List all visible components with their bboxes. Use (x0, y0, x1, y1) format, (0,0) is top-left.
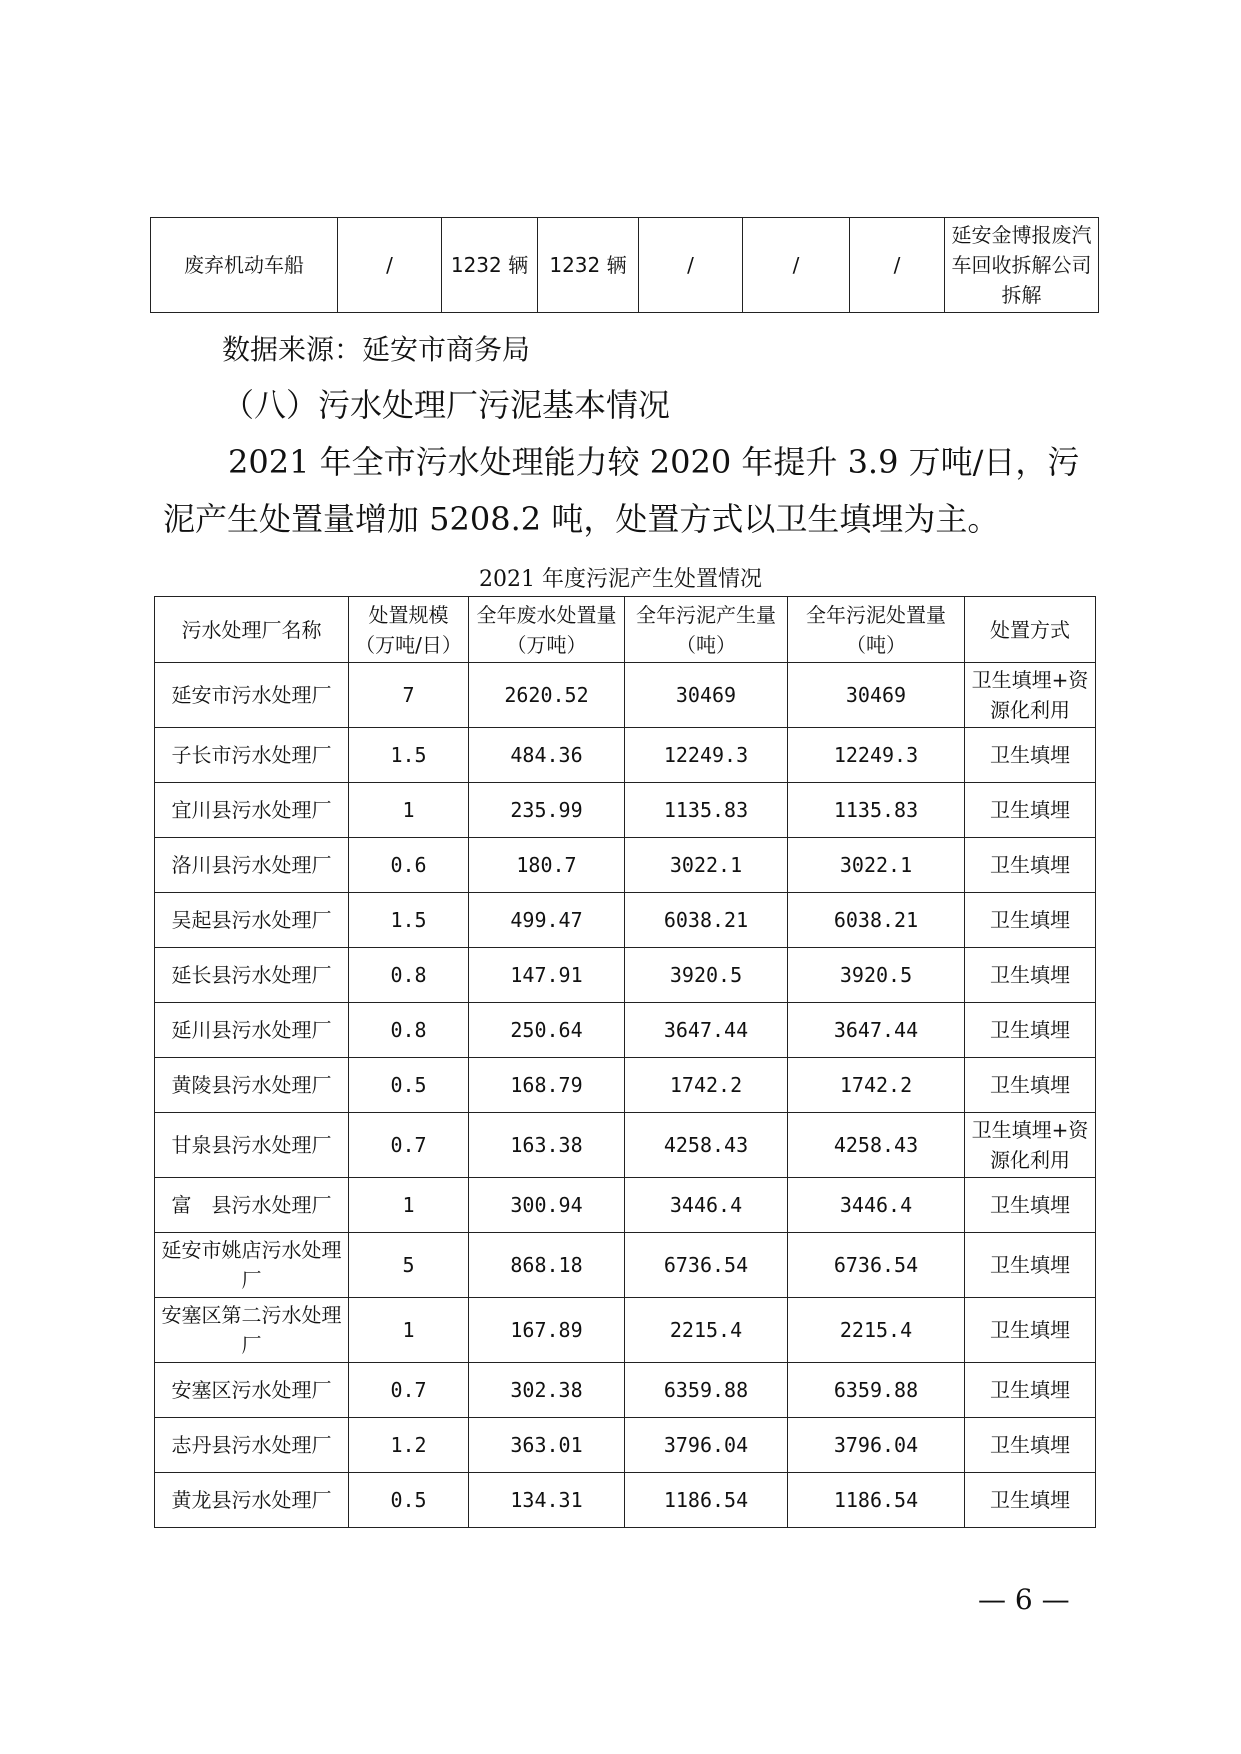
table-cell: 3446.4 (625, 1178, 788, 1233)
table-cell: 0.8 (349, 1003, 469, 1058)
table-cell: / (743, 218, 850, 313)
table-cell: 363.01 (469, 1418, 625, 1473)
table-cell: 3796.04 (625, 1418, 788, 1473)
table-cell: 30469 (788, 663, 965, 728)
table-cell: 黄龙县污水处理厂 (155, 1473, 349, 1528)
table-row (155, 1363, 1096, 1418)
table-row (155, 663, 1096, 728)
table-row (155, 1058, 1096, 1113)
table-cell: 卫生填埋 (965, 893, 1096, 948)
table-row (155, 783, 1096, 838)
table-cell: 3446.4 (788, 1178, 965, 1233)
table-cell: / (850, 218, 945, 313)
table-cell: 卫生填埋 (965, 1418, 1096, 1473)
table-cell: 卫生填埋 (965, 783, 1096, 838)
table-row (155, 1473, 1096, 1528)
table-cell: 卫生填埋 (965, 838, 1096, 893)
table-cell: 卫生填埋 (965, 1363, 1096, 1418)
table-cell: 180.7 (469, 838, 625, 893)
table-cell: 1.5 (349, 893, 469, 948)
table-header-row (155, 597, 1096, 663)
column-header: 全年废水处置量（万吨） (469, 597, 625, 663)
table-cell: 3022.1 (625, 838, 788, 893)
table-cell: 卫生填埋 (965, 1058, 1096, 1113)
table-cell: 1742.2 (625, 1058, 788, 1113)
table-cell: 1135.83 (788, 783, 965, 838)
table-row (155, 948, 1096, 1003)
table-cell: 134.31 (469, 1473, 625, 1528)
table-cell: 1742.2 (788, 1058, 965, 1113)
table-cell: 6038.21 (788, 893, 965, 948)
table-cell: 甘泉县污水处理厂 (155, 1113, 349, 1178)
table-cell: 147.91 (469, 948, 625, 1003)
table-cell: 延川县污水处理厂 (155, 1003, 349, 1058)
table-cell: 302.38 (469, 1363, 625, 1418)
table-cell: 卫生填埋 (965, 1178, 1096, 1233)
table-cell: 安塞区污水处理厂 (155, 1363, 349, 1418)
table-cell: 484.36 (469, 728, 625, 783)
sludge-table (154, 596, 1096, 1528)
table-cell: 0.8 (349, 948, 469, 1003)
table-cell: 868.18 (469, 1233, 625, 1298)
table-cell: 2620.52 (469, 663, 625, 728)
table-cell: 6038.21 (625, 893, 788, 948)
table-cell: 0.6 (349, 838, 469, 893)
table-cell: 废弃机动车船 (151, 218, 338, 313)
table-cell: 0.7 (349, 1113, 469, 1178)
table-cell: 卫生填埋+资源化利用 (965, 663, 1096, 728)
table-cell: 1186.54 (788, 1473, 965, 1528)
table-row (155, 728, 1096, 783)
section-heading: （八）污水处理厂污泥基本情况 (222, 386, 671, 424)
table-cell: 1232 辆 (538, 218, 639, 313)
table-row (151, 218, 1099, 313)
body-paragraph (163, 434, 1079, 548)
table-cell: 4258.43 (625, 1113, 788, 1178)
table-cell: 499.47 (469, 893, 625, 948)
table-cell: 卫生填埋 (965, 728, 1096, 783)
table-cell: 6736.54 (788, 1233, 965, 1298)
table-row (155, 1418, 1096, 1473)
table-cell: 0.5 (349, 1058, 469, 1113)
table-cell: 7 (349, 663, 469, 728)
table-cell: 3920.5 (788, 948, 965, 1003)
column-header: 全年污泥产生量（吨） (625, 597, 788, 663)
table-cell: 6359.88 (788, 1363, 965, 1418)
table-cell: 12249.3 (625, 728, 788, 783)
table-cell: 延安市姚店污水处理厂 (155, 1233, 349, 1298)
table-cell: 3920.5 (625, 948, 788, 1003)
table-cell: 1186.54 (625, 1473, 788, 1528)
table-cell: 卫生填埋 (965, 1233, 1096, 1298)
column-header: 处置方式 (965, 597, 1096, 663)
body-line: 泥产生处置量增加 5208.2 吨，处置方式以卫生填埋为主。 (163, 500, 1000, 538)
table-cell: 2215.4 (788, 1298, 965, 1363)
table-cell: 1.2 (349, 1418, 469, 1473)
table-cell: 黄陵县污水处理厂 (155, 1058, 349, 1113)
table-cell: 1232 辆 (442, 218, 538, 313)
table-cell: / (338, 218, 442, 313)
vehicle-recycling-table (150, 217, 1099, 313)
table-cell: 300.94 (469, 1178, 625, 1233)
table-cell: 延长县污水处理厂 (155, 948, 349, 1003)
table-row (155, 1178, 1096, 1233)
table-cell: 12249.3 (788, 728, 965, 783)
table-cell: 168.79 (469, 1058, 625, 1113)
table-cell: 志丹县污水处理厂 (155, 1418, 349, 1473)
table-cell: 3022.1 (788, 838, 965, 893)
table-cell: 吴起县污水处理厂 (155, 893, 349, 948)
table-cell: 1.5 (349, 728, 469, 783)
table-cell: 3647.44 (788, 1003, 965, 1058)
table-cell: 延安金博报废汽车回收拆解公司拆解 (945, 218, 1099, 313)
table-cell: 0.5 (349, 1473, 469, 1528)
table-cell: 3647.44 (625, 1003, 788, 1058)
table-caption: 2021 年度污泥产生处置情况 (479, 567, 762, 592)
table-cell: 子长市污水处理厂 (155, 728, 349, 783)
table-cell: 235.99 (469, 783, 625, 838)
table-cell: 卫生填埋 (965, 1473, 1096, 1528)
table-cell: 1 (349, 1178, 469, 1233)
table-cell: 1 (349, 1298, 469, 1363)
table-cell: 卫生填埋 (965, 1298, 1096, 1363)
table-cell: 延安市污水处理厂 (155, 663, 349, 728)
table-cell: 1135.83 (625, 783, 788, 838)
table-row (155, 838, 1096, 893)
table-cell: 3796.04 (788, 1418, 965, 1473)
table-cell: 洛川县污水处理厂 (155, 838, 349, 893)
column-header: 处置规模（万吨/日） (349, 597, 469, 663)
table-cell: 6359.88 (625, 1363, 788, 1418)
data-source-line: 数据来源：延安市商务局 (222, 333, 531, 366)
table-cell: 0.7 (349, 1363, 469, 1418)
table-row (155, 1113, 1096, 1178)
page-number: — 6 — (978, 1583, 1070, 1616)
table-cell: 安塞区第二污水处理厂 (155, 1298, 349, 1363)
table-row (155, 1298, 1096, 1363)
table-cell: 1 (349, 783, 469, 838)
table-row (155, 893, 1096, 948)
table-row (155, 1233, 1096, 1298)
table-cell: 4258.43 (788, 1113, 965, 1178)
table-cell: 6736.54 (625, 1233, 788, 1298)
body-line: 2021 年全市污水处理能力较 2020 年提升 3.9 万吨/日，污 (228, 443, 1080, 481)
table-cell: 2215.4 (625, 1298, 788, 1363)
table-cell: 250.64 (469, 1003, 625, 1058)
table-cell: 富 县污水处理厂 (155, 1178, 349, 1233)
table-cell: 30469 (625, 663, 788, 728)
table-row (155, 1003, 1096, 1058)
table-cell: 167.89 (469, 1298, 625, 1363)
table-cell: 宜川县污水处理厂 (155, 783, 349, 838)
column-header: 污水处理厂名称 (155, 597, 349, 663)
table-cell: / (639, 218, 743, 313)
table-cell: 卫生填埋+资源化利用 (965, 1113, 1096, 1178)
table-cell: 卫生填埋 (965, 948, 1096, 1003)
column-header: 全年污泥处置量（吨） (788, 597, 965, 663)
table-cell: 5 (349, 1233, 469, 1298)
table-cell: 163.38 (469, 1113, 625, 1178)
table-cell: 卫生填埋 (965, 1003, 1096, 1058)
